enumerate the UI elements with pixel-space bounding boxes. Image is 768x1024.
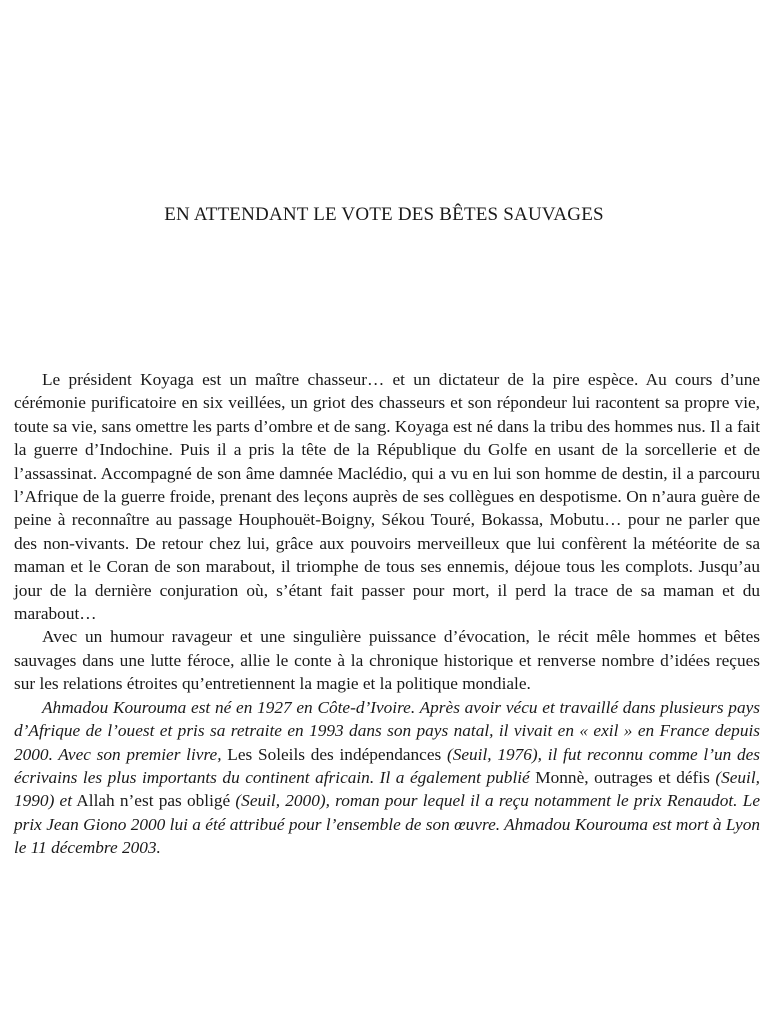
author-bio-paragraph bbox=[14, 696, 760, 860]
author-bio-text: (Seuil, 1990) et bbox=[14, 767, 760, 811]
synopsis-paragraph: Le président Koyaga est un maître chasseur… et un dictateur de la pire espèce. Au cours d’une cérémonie purificatoire en six veillées, un griot des chasseurs et son répondeur lui racontent sa propre vie, toute sa vie, sans omettre les parts d’ombre et de sang. Koyaga est né dans la tribu des hommes nus. Il a fait la guerre d’Indochine. Puis il a pris la tête de la République du Golfe en usant de la sorcellerie et de l’assassinat. Accompagné de son âme damnée Maclédio, qui a vu en lui son homme de destin, il a parcouru l’Afrique de la guerre froide, prenant des leçons auprès de ses collègues en despotisme. On n’aura guère de peine à reconnaître au passage Houphouët-Boigny, Sékou Touré, Bokassa, Mobutu… pour ne parler que des non-vivants. De retour chez lui, grâce aux pouvoirs merveilleux que lui confèrent la météorite de sa maman et le Coran de son marabout, il triomphe de tous ses ennemis, déjoue tous les complots. Jusqu’au jour de la dernière conjuration où, s’étant fait passer pour mort, il perd la trace de sa maman et du marabout… bbox=[14, 370, 760, 624]
author-bio-text: Ahmadou Kourouma est né en 1927 en Côte-d’Ivoire. Après avoir vécu et travaillé dans plusieurs pays d’Afrique de l’ouest et pris sa retraite en 1993 dans son pays natal, il vivait en « exil » en France depuis 2000. Avec son premier livre, bbox=[14, 697, 760, 764]
book-title-reference: Allah n’est pas obligé bbox=[72, 791, 236, 811]
back-cover-text bbox=[14, 368, 760, 860]
book-title-reference: Monnè, outrages et défis bbox=[529, 767, 716, 787]
synopsis-paragraph: Avec un humour ravageur et une singulière puissance d’évocation, le récit mêle hommes et bêtes sauvages dans une lutte féroce, allie le conte à la chronique historique et renverse nombre d’idées reçues sur les relations étroites qu’entretiennent la magie et la politique mondiale. bbox=[14, 627, 760, 694]
book-title-reference: Les Soleils des indépendances bbox=[221, 744, 447, 764]
book-title: EN ATTENDANT LE VOTE DES BÊTES SAUVAGES bbox=[164, 204, 604, 225]
author-bio-text: (Seuil, 1976), il fut reconnu comme l’un des écrivains les plus importants du continent africain. Il a également publié bbox=[14, 744, 761, 787]
author-bio-text: (Seuil, 2000), roman pour lequel il a reçu notamment le prix Renaudot. Le prix Jean Giono 2000 lui a été attribué pour l’ensemble de son œuvre. Ahmadou Kourouma est mort à Lyon le 11 décembre 2003. bbox=[14, 791, 760, 858]
